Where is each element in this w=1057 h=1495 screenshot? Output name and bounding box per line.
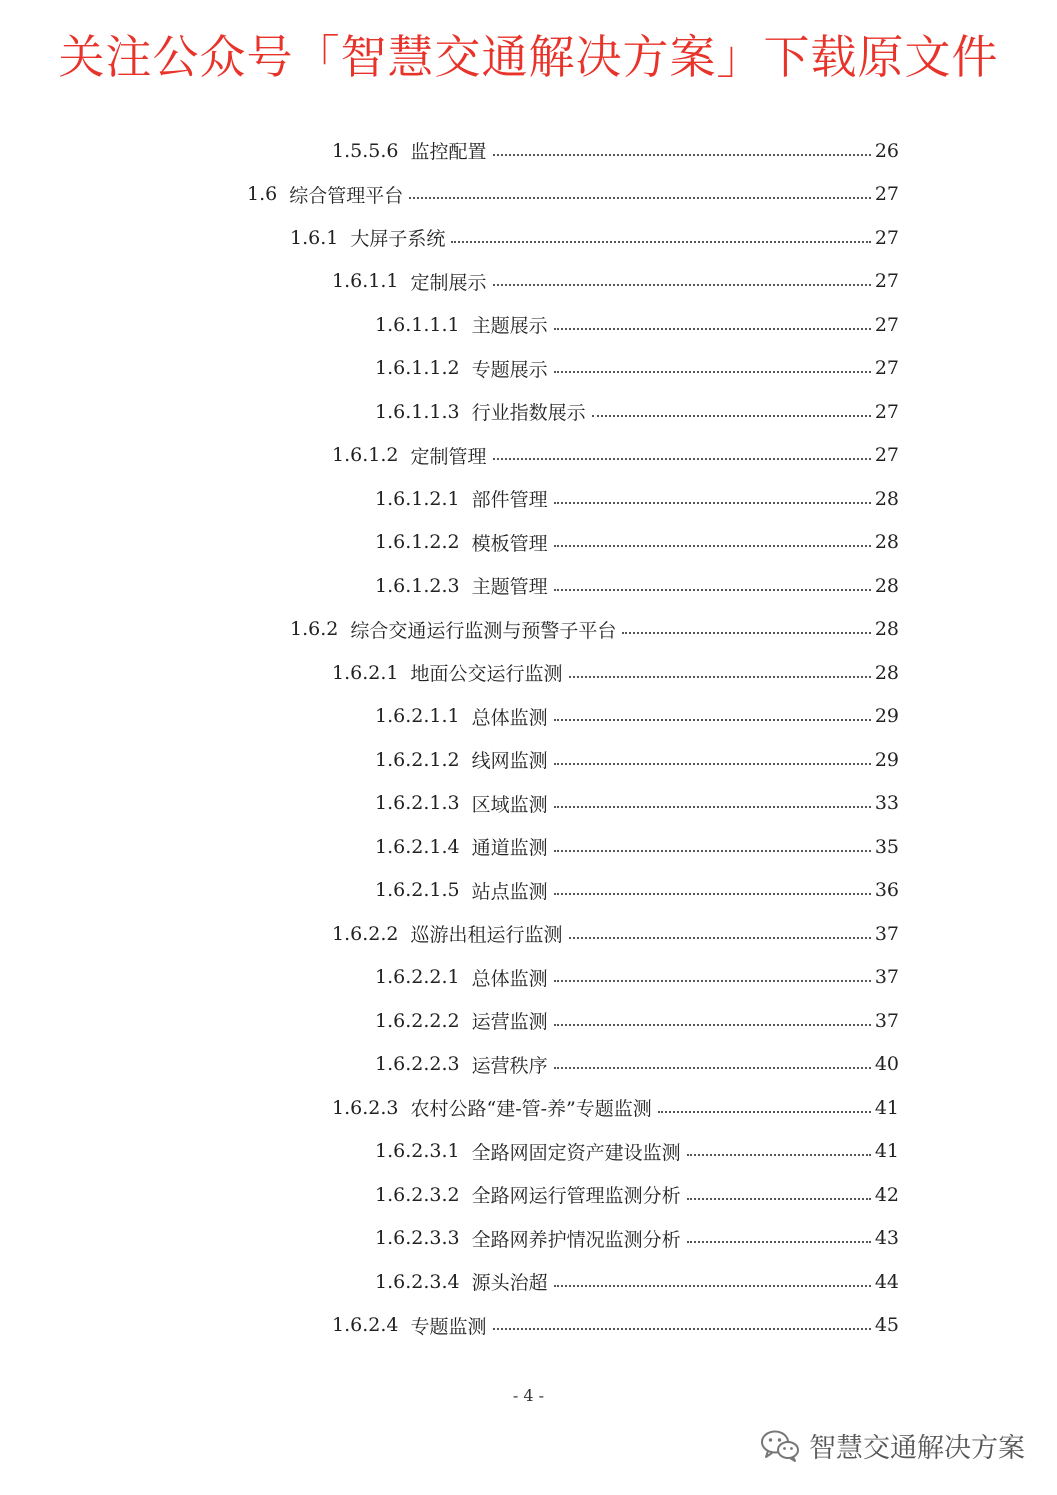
toc-entry-number: 1.5.5.6: [332, 139, 399, 162]
toc-entry[interactable]: [375, 869, 899, 913]
toc-entry-page: 28: [874, 661, 899, 684]
toc-entry-title: 综合管理平台: [289, 184, 404, 207]
download-banner: 关注公众号「智慧交通解决方案」下载原文件: [58, 30, 999, 84]
toc-entry[interactable]: [332, 1086, 899, 1130]
toc-entry-title: 总体监测: [471, 706, 548, 729]
toc-entry-page: 27: [874, 270, 899, 293]
toc-entry-page: 27: [874, 400, 899, 423]
toc-dot-leader: [687, 1198, 871, 1200]
toc-entry-title: 农村公路“建-管-养”专题监测: [410, 1098, 652, 1121]
toc-dot-leader: [493, 458, 871, 460]
toc-entry[interactable]: [375, 477, 899, 521]
toc-entry-number: 1.6.2.3.1: [375, 1140, 460, 1163]
toc-entry-number: 1.6.2.2.1: [375, 966, 460, 989]
toc-entry-title: 定制管理: [410, 445, 487, 468]
toc-entry-number: 1.6.1.1.3: [375, 400, 460, 423]
toc-entry-number: 1.6.1: [290, 226, 339, 249]
toc-entry-page: 35: [874, 835, 899, 858]
toc-entry-number: 1.6.2.3.4: [375, 1270, 460, 1293]
toc-entry[interactable]: [375, 738, 899, 782]
toc-entry-number: 1.6.2.2.3: [375, 1053, 460, 1076]
toc-dot-leader: [554, 371, 871, 373]
toc-entry-number: 1.6.1.2.2: [375, 531, 460, 554]
toc-entry-page: 29: [874, 705, 899, 728]
toc-entry-page: 41: [874, 1140, 899, 1163]
toc-dot-leader: [554, 719, 871, 721]
toc-entry-title: 专题监测: [410, 1315, 487, 1338]
toc-entry-title: 运营监测: [471, 1011, 548, 1034]
toc-entry-title: 全路网运行管理监测分析: [471, 1185, 681, 1208]
toc-entry-number: 1.6.2.3.3: [375, 1227, 460, 1250]
toc-entry-page: 45: [874, 1314, 899, 1337]
toc-entry-title: 通道监测: [471, 837, 548, 860]
toc-entry-number: 1.6.2.1.4: [375, 835, 460, 858]
toc-entry[interactable]: [375, 1130, 899, 1174]
toc-entry-number: 1.6.1.1.1: [375, 313, 460, 336]
toc-dot-leader: [493, 1328, 871, 1330]
toc-dot-leader: [493, 154, 871, 156]
toc-entry-page: 37: [874, 1009, 899, 1032]
toc-entry-page: 27: [874, 313, 899, 336]
toc-entry-page: 28: [874, 618, 899, 641]
toc-dot-leader: [409, 197, 871, 199]
toc-dot-leader: [554, 1285, 871, 1287]
toc-entry-page: 27: [874, 226, 899, 249]
toc-dot-leader: [451, 241, 870, 243]
toc-entry[interactable]: [375, 564, 899, 608]
toc-entry-title: 模板管理: [471, 532, 548, 555]
toc-entry[interactable]: [290, 608, 899, 652]
toc-entry-number: 1.6.1.2: [332, 444, 399, 467]
toc-dot-leader: [687, 1241, 871, 1243]
toc-entry-page: 28: [874, 531, 899, 554]
toc-entry-page: 42: [874, 1183, 899, 1206]
toc-dot-leader: [569, 676, 871, 678]
toc-entry-number: 1.6.2.2: [332, 922, 399, 945]
wechat-icon: [759, 1428, 801, 1464]
toc-entry[interactable]: [375, 999, 899, 1043]
toc-entry-title: 全路网固定资产建设监测: [471, 1141, 681, 1164]
toc-entry-number: 1.6.2.1.3: [375, 792, 460, 815]
toc-dot-leader: [554, 328, 871, 330]
toc-entry-title: 综合交通运行监测与预警子平台: [350, 619, 617, 642]
toc-entry[interactable]: [332, 260, 899, 304]
toc-dot-leader: [592, 415, 871, 417]
toc-entry[interactable]: [375, 825, 899, 869]
toc-entry-number: 1.6.2.1: [332, 661, 399, 684]
toc-entry[interactable]: [375, 782, 899, 826]
toc-entry-number: 1.6.2.3.2: [375, 1183, 460, 1206]
toc-entry-title: 主题展示: [471, 315, 548, 338]
toc-dot-leader: [554, 980, 871, 982]
toc-entry-title: 源头治超: [471, 1272, 548, 1295]
toc-entry-title: 总体监测: [471, 967, 548, 990]
toc-entry-page: 37: [874, 922, 899, 945]
toc-entry-title: 大屏子系统: [350, 228, 446, 251]
toc-dot-leader: [554, 502, 871, 504]
toc-entry[interactable]: [375, 521, 899, 565]
toc-entry-number: 1.6.1.2.3: [375, 574, 460, 597]
toc-entry-title: 线网监测: [471, 750, 548, 773]
toc-entry[interactable]: [375, 695, 899, 739]
toc-entry[interactable]: [332, 434, 899, 478]
toc-entry[interactable]: [375, 956, 899, 1000]
toc-entry[interactable]: [332, 651, 899, 695]
toc-entry-number: 1.6.2: [290, 618, 339, 641]
toc-entry-page: 36: [874, 879, 899, 902]
toc-dot-leader: [622, 632, 870, 634]
toc-entry[interactable]: [375, 303, 899, 347]
toc-entry-title: 运营秩序: [471, 1054, 548, 1077]
toc-entry[interactable]: [332, 1304, 899, 1348]
toc-entry-page: 26: [874, 139, 899, 162]
toc-entry-page: 41: [874, 1096, 899, 1119]
toc-entry-title: 主题管理: [471, 576, 548, 599]
toc-dot-leader: [554, 1024, 871, 1026]
toc-entry[interactable]: [375, 390, 899, 434]
toc-dot-leader: [658, 1111, 871, 1113]
toc-entry-page: 43: [874, 1227, 899, 1250]
toc-entry-page: 40: [874, 1053, 899, 1076]
toc-entry-title: 区域监测: [471, 793, 548, 816]
toc-entry-title: 部件管理: [471, 489, 548, 512]
toc-entry-page: 33: [874, 792, 899, 815]
toc-entry-page: 28: [874, 487, 899, 510]
account-watermark: [759, 1426, 1025, 1465]
toc-dot-leader: [554, 806, 871, 808]
toc-entry-page: 28: [874, 574, 899, 597]
toc-entry-number: 1.6.2.4: [332, 1314, 399, 1337]
toc-entry-number: 1.6.1.2.1: [375, 487, 460, 510]
toc-entry[interactable]: [290, 216, 899, 260]
toc-entry-title: 巡游出租运行监测: [410, 924, 563, 947]
toc-entry-page: 27: [874, 183, 899, 206]
toc-entry-title: 定制展示: [410, 271, 487, 294]
toc-entry-title: 全路网养护情况监测分析: [471, 1228, 681, 1251]
toc-entry[interactable]: [375, 1217, 899, 1261]
toc-entry-page: 29: [874, 748, 899, 771]
toc-entry-title: 地面公交运行监测: [410, 663, 563, 686]
toc-dot-leader: [493, 284, 871, 286]
toc-dot-leader: [554, 589, 871, 591]
toc-entry-page: 27: [874, 444, 899, 467]
toc-entry[interactable]: [247, 173, 899, 217]
toc-entry[interactable]: [375, 347, 899, 391]
toc-entry[interactable]: [375, 1173, 899, 1217]
toc-dot-leader: [554, 545, 871, 547]
toc-dot-leader: [687, 1154, 871, 1156]
toc-entry-title: 站点监测: [471, 880, 548, 903]
toc-dot-leader: [569, 937, 871, 939]
watermark-text: 智慧交通解决方案: [809, 1433, 1025, 1464]
toc-entry[interactable]: [332, 129, 899, 173]
toc-entry-number: 1.6: [247, 183, 278, 206]
toc-entry-number: 1.6.2.3: [332, 1096, 399, 1119]
toc-dot-leader: [554, 763, 871, 765]
toc-dot-leader: [554, 1067, 871, 1069]
toc-dot-leader: [554, 850, 871, 852]
toc-entry-number: 1.6.2.2.2: [375, 1009, 460, 1032]
toc-entry-title: 专题展示: [471, 358, 548, 381]
page-number: - 4 -: [512, 1386, 545, 1405]
toc-entry-page: 44: [874, 1270, 899, 1293]
toc-entry-number: 1.6.1.1.2: [375, 357, 460, 380]
toc-entry-number: 1.6.1.1: [332, 270, 399, 293]
toc-entry[interactable]: [375, 1260, 899, 1304]
toc-entry-title: 行业指数展示: [471, 402, 586, 425]
toc-dot-leader: [554, 893, 871, 895]
toc-entry-page: 37: [874, 966, 899, 989]
toc-entry[interactable]: [332, 912, 899, 956]
toc-entry-number: 1.6.2.1.5: [375, 879, 460, 902]
toc-entry-number: 1.6.2.1.2: [375, 748, 460, 771]
toc-entry[interactable]: [375, 1043, 899, 1087]
toc-entry-number: 1.6.2.1.1: [375, 705, 460, 728]
toc-entry-title: 监控配置: [410, 141, 487, 164]
toc-entry-page: 27: [874, 357, 899, 380]
